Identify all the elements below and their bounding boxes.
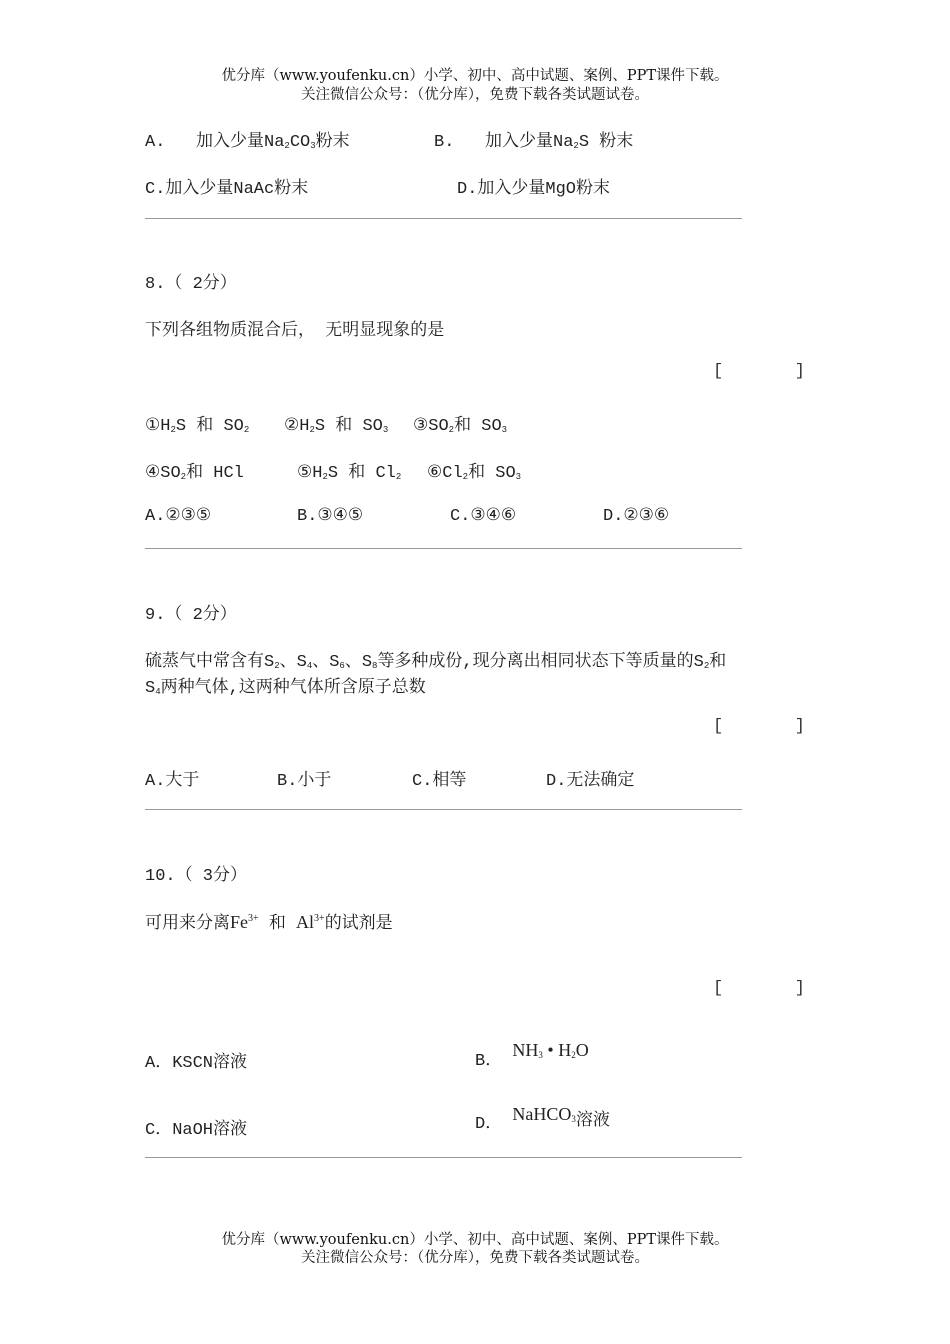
q8-option-c[interactable]: C.③④⑥ xyxy=(450,507,517,526)
q10-option-b[interactable]: B． $NH_3$ • $H_2O$ xyxy=(475,1040,589,1071)
ammonia-water-formula: $NH_3$ • $H_2O$ xyxy=(512,1040,589,1060)
q10-number: 10.（ 3分） xyxy=(145,867,248,886)
q7-option-c: C.加入少量NaAc粉末 xyxy=(145,180,309,199)
q9-number: 9.（ 2分） xyxy=(145,606,237,625)
q9-answer-bracket[interactable] xyxy=(713,717,805,736)
q7-option-a-sub1: 2 xyxy=(284,141,290,151)
q9-stem-line-1: 硫蒸气中常含有$S_2$、$S_4$、$S_6$、$S_8$等多种成份,现分离出相同状态下等质量的$S_2$和 xyxy=(145,653,727,672)
divider-2 xyxy=(145,548,742,549)
q9-stem-line-2: $S_4$两种气体,这两种气体所含原子总数 xyxy=(145,679,426,698)
sodium-bicarbonate-formula: NaHCO$_3$ xyxy=(512,1104,576,1124)
q7-option-a-label: A. xyxy=(145,133,166,152)
q7-option-a-suffix: 粉末 xyxy=(315,133,350,152)
divider-3 xyxy=(145,809,742,810)
divider-4 xyxy=(145,1157,742,1158)
q8-item-3: $③SO_2$和 $SO_3$ xyxy=(413,417,508,436)
q7-option-a-sub2: 3 xyxy=(310,141,316,151)
bracket-close: ] xyxy=(794,362,805,381)
page-footer-line-1: 优分库（www.youfenku.cn）小学、初中、高中试题、案例、PPT课件下载。 xyxy=(221,1232,729,1248)
q10-answer-bracket[interactable] xyxy=(713,979,805,998)
bracket-close: ] xyxy=(794,717,805,736)
q7-option-b-formula2: S xyxy=(578,133,590,152)
q7-option-a-formula2: CO xyxy=(289,133,311,152)
q8-item-1: $①H_2S$ 和 $SO_2$ xyxy=(145,417,250,436)
q7-option-b-formula: Na xyxy=(553,133,574,152)
bracket-open: [ xyxy=(713,979,724,998)
q7-option-d: D.加入少量MgO粉末 xyxy=(457,180,611,199)
q8-item-6: $⑥Cl_2$和 $SO_3$ xyxy=(427,464,522,483)
divider-1 xyxy=(145,218,742,219)
al-ion: $Al^{3+}$ xyxy=(296,912,325,932)
page-footer-line-2: 关注微信公众号：（优分库），免费下载各类试题试卷。 xyxy=(301,1250,649,1266)
q7-option-b xyxy=(434,126,633,152)
q7-option-a xyxy=(145,126,350,152)
q8-item-4: $④SO_2$和 HCl xyxy=(145,464,244,483)
q9-option-b[interactable]: B.小于 xyxy=(277,772,332,791)
q7-option-b-text: 加入少量 xyxy=(485,133,554,152)
q8-answer-bracket[interactable] xyxy=(713,362,805,381)
q8-number: 8.（ 2分） xyxy=(145,275,237,294)
q9-option-a[interactable]: A.大于 xyxy=(145,772,200,791)
q8-item-5: $⑤H_2S$ 和 $Cl_2$ xyxy=(297,464,402,483)
q8-option-d[interactable]: D.②③⑥ xyxy=(603,507,670,526)
fe-ion: $Fe^{3+}$ xyxy=(230,912,259,932)
q8-stem: 下列各组物质混合后， 无明显现象的是 xyxy=(145,322,445,341)
q10-option-a[interactable]: A．KSCN溶液 xyxy=(145,1054,248,1073)
q7-option-b-label: B. xyxy=(434,133,455,152)
q7-option-a-text: 加入少量 xyxy=(196,133,265,152)
q8-item-2: $②H_2S$ 和 $SO_3$ xyxy=(284,417,389,436)
q7-option-a-formula: Na xyxy=(264,133,285,152)
bracket-open: [ xyxy=(713,717,724,736)
page-header-line-2: 关注微信公众号：（优分库），免费下载各类试题试卷。 xyxy=(301,87,649,103)
bracket-open: [ xyxy=(713,362,724,381)
q9-option-c[interactable]: C.相等 xyxy=(412,772,467,791)
q8-option-b[interactable]: B.③④⑤ xyxy=(297,507,364,526)
q7-option-b-sub: 2 xyxy=(573,141,579,151)
q8-option-a[interactable]: A.②③⑤ xyxy=(145,507,212,526)
bracket-close: ] xyxy=(794,979,805,998)
page-header-line-1: 优分库（www.youfenku.cn）小学、初中、高中试题、案例、PPT课件下载。 xyxy=(221,68,729,84)
q10-stem: 可用来分离$Fe^{3+}$ 和 $Al^{3+}$的试剂是 xyxy=(145,912,393,934)
q7-option-b-suffix: 粉末 xyxy=(599,133,634,152)
q10-option-c[interactable]: C．NaOH溶液 xyxy=(145,1121,248,1140)
q9-option-d[interactable]: D.无法确定 xyxy=(546,772,635,791)
q10-option-d[interactable]: D． NaHCO$_3$溶液 xyxy=(475,1104,610,1134)
